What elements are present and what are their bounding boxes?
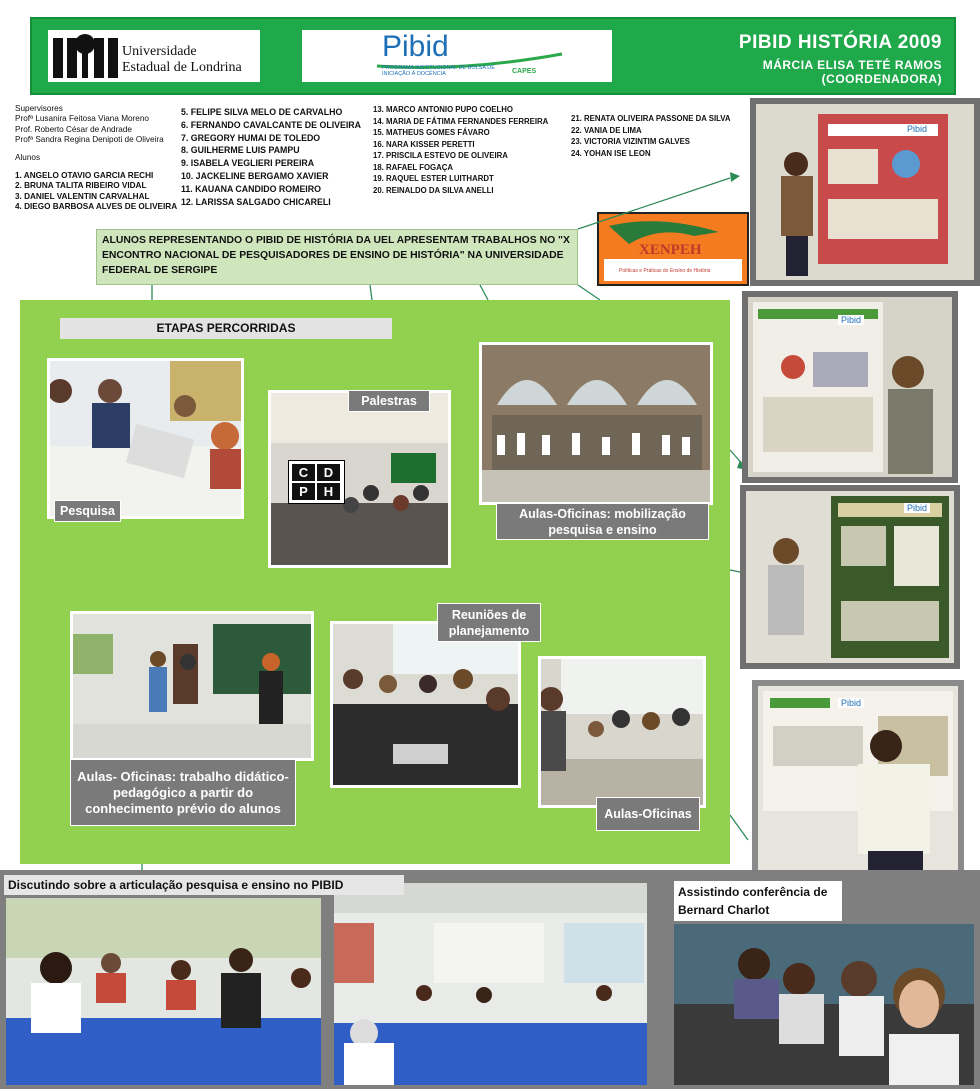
cdph-letter: C <box>292 464 315 481</box>
poster-pibid-label: Pibid <box>838 315 864 325</box>
student-name: 12. LARISSA SALGADO CHICARELI <box>181 196 331 207</box>
student-name: 24. YOHAN ISE LEON <box>571 148 651 158</box>
poster-pibid-label: Pibid <box>838 698 864 708</box>
photo-poster-1 <box>750 98 980 286</box>
student-name: 19. RAQUEL ESTER LUITHARDT <box>373 174 494 183</box>
pibid-logo-word: Pibid <box>382 30 449 63</box>
student-name: 11. KAUANA CANDIDO ROMEIRO <box>181 183 321 194</box>
caption-oficinas: Aulas-Oficinas <box>596 797 700 831</box>
supervisor-name: Prof. Roberto César de Andrade <box>15 124 132 134</box>
student-name: 17. PRISCILA ESTEVO DE OLIVEIRA <box>373 151 508 160</box>
photo-reunioes <box>330 621 521 788</box>
photo-pesquisa <box>47 358 244 519</box>
caption-palestras: Palestras <box>348 390 430 412</box>
caption-assistindo: Assistindo conferência de Bernard Charlot <box>674 881 842 921</box>
student-name: 10. JACKELINE BERGAMO XAVIER <box>181 170 329 181</box>
photo-discussao-1 <box>6 898 321 1085</box>
caption-reunioes: Reuniões de planejamento <box>437 603 541 642</box>
student-name: 22. VANIA DE LIMA <box>571 125 642 135</box>
etapas-title: ETAPAS PERCORRIDAS <box>60 318 392 339</box>
xenpeh-sub: Políticas e Práticas do Ensino de História <box>619 268 711 274</box>
photo-oficinas <box>538 656 706 808</box>
supervisor-name: Profª Sandra Regina Denipoti de Oliveira <box>15 134 164 144</box>
students-heading: Alunos <box>15 153 41 163</box>
cdph-letter: H <box>317 483 340 500</box>
caption-discutindo: Discutindo sobre a articulação pesquisa e ensino no PIBID <box>4 875 404 895</box>
student-name: 4. DIEGO BARBOSA ALVES DE OLIVEIRA <box>15 201 178 211</box>
student-name: 23. VICTORIA VIZINTIM GALVES <box>571 137 690 146</box>
student-name: 16. NARA KISSER PERETTI <box>373 139 475 149</box>
poster-pibid-label: Pibid <box>904 503 930 513</box>
photo-charlot <box>674 924 974 1085</box>
capes-logo: CAPES <box>512 68 537 75</box>
cdph-letter: D <box>317 464 340 481</box>
student-name: 21. RENATA OLIVEIRA PASSONE DA SILVA <box>571 114 731 123</box>
student-name: 18. RAFAEL FOGAÇA <box>373 162 454 172</box>
uel-name-line1: Universidade <box>122 44 197 59</box>
coordinator-name: MÁRCIA ELISA TETÉ RAMOS <box>762 58 942 72</box>
pibid-logo-sub: PROGRAMA INSTITUCIONAL DE BOLSA DE INICIAÇÃO À DOCÊNCIA <box>382 65 495 77</box>
student-name: 9. ISABELA VEGLIERI PEREIRA <box>181 158 315 169</box>
xenpeh-text: XENPEH <box>639 242 702 258</box>
student-name: 15. MATHEUS GOMES FÁVARO <box>373 128 490 137</box>
cdph-logo <box>288 460 345 504</box>
student-name: 7. GREGORY HUMAI DE TOLEDO <box>181 132 321 143</box>
student-name: 13. MARCO ANTONIO PUPO COELHO <box>373 105 513 114</box>
photo-poster-3 <box>740 485 960 669</box>
student-name: 20. REINALDO DA SILVA ANELLI <box>373 185 494 195</box>
photo-poster-2 <box>742 291 958 483</box>
uel-name-line2: Estadual de Londrina <box>122 60 242 75</box>
photo-trabalho <box>70 611 314 761</box>
caption-mobilizacao: Aulas-Oficinas: mobilização pesquisa e ensino <box>496 503 709 540</box>
student-name: 1. ANGELO OTAVIO GARCIA RECHI <box>15 171 154 180</box>
caption-pesquisa: Pesquisa <box>54 500 121 522</box>
student-name: 5. FELIPE SILVA MELO DE CARVALHO <box>181 107 343 117</box>
student-name: 2. BRUNA TALITA RIBEIRO VIDAL <box>15 181 147 191</box>
photo-discussao-2 <box>334 883 647 1085</box>
student-name: 14. MARIA DE FÁTIMA FERNANDES FERREIRA <box>373 116 549 126</box>
student-name: 6. FERNANDO CAVALCANTE DE OLIVEIRA <box>181 119 362 130</box>
photo-mobilizacao <box>479 342 713 505</box>
coordinator-role: (COORDENADORA) <box>821 72 942 86</box>
supervisor-name: Profª Lusanira Feitosa Viana Moreno <box>15 114 149 124</box>
poster-pibid-label: Pibid <box>904 124 930 134</box>
poster-title: PIBID HISTÓRIA 2009 <box>738 32 942 53</box>
caption-trabalho: Aulas- Oficinas: trabalho didático-pedagógico a partir do conhecimento prévio do alunos <box>70 759 296 826</box>
photo-poster-4 <box>752 680 964 886</box>
cdph-letter: P <box>292 483 315 500</box>
student-name: 8. GUILHERME LUIS PAMPU <box>181 145 300 156</box>
supervisors-heading: Supervisores <box>15 104 63 113</box>
encontro-callout: ALUNOS REPRESENTANDO O PIBID DE HISTÓRIA DA UEL APRESENTAM TRABALHOS NO "X ENCONTRO NACIONAL DE PESQUISADORES DE ENSINO DE HISTÓRIA" NA UNIVERSIDADE FEDERAL DE SERGIPE <box>96 229 578 285</box>
student-name: 3. DANIEL VALENTIN CARVALHAL <box>15 191 150 201</box>
